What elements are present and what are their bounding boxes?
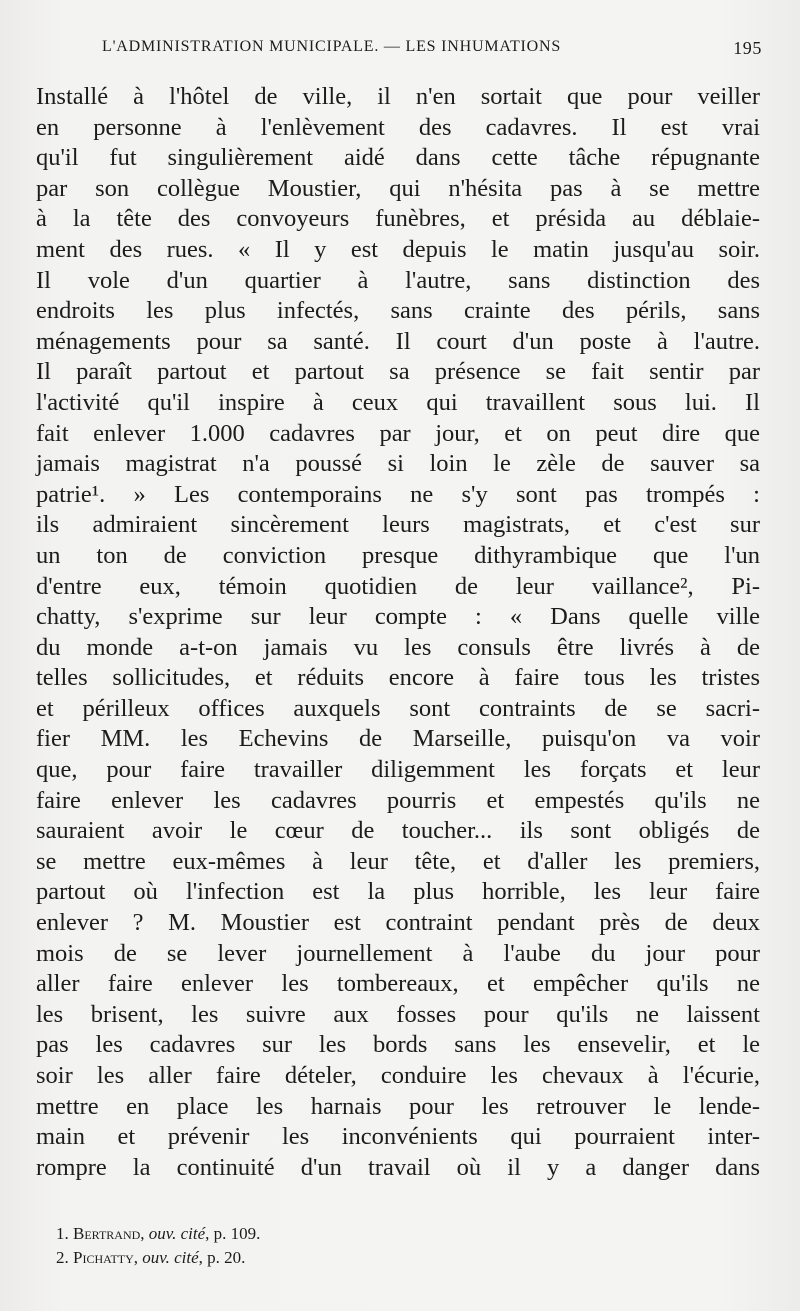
text-line: pas les cadavres sur les bords sans les ensevelir, et le xyxy=(36,1031,760,1059)
footnote-separator: , xyxy=(133,1248,143,1267)
text-line: du monde a-t-on jamais vu les consuls être livrés à de xyxy=(36,633,760,661)
footnote-number: 2. xyxy=(56,1248,69,1267)
text-line: aller faire enlever les tombereaux, et empêcher qu'ils ne xyxy=(36,970,760,998)
text-line: jamais magistrat n'a poussé si loin le zèle de sauver sa xyxy=(36,450,760,478)
text-line: Installé à l'hôtel de ville, il n'en sortait que pour veiller xyxy=(36,83,760,110)
text-line: chatty, s'exprime sur leur compte : « Dans quelle ville xyxy=(36,603,760,631)
text-line: ménagements pour sa santé. Il court d'un poste à l'autre. xyxy=(36,327,760,355)
text-line: Il paraît partout et partout sa présence se fait sentir par xyxy=(36,358,760,386)
text-line: d'entre eux, témoin quotidien de leur vaillance², Pi- xyxy=(36,572,760,600)
footnote-reference: ouv. cité xyxy=(142,1248,199,1267)
text-line: qu'il fut singulièrement aidé dans cette tâche répugnante xyxy=(36,144,760,172)
text-line: mettre en place les harnais pour les retrouver le lende- xyxy=(36,1092,760,1120)
footnote-1 xyxy=(56,1222,656,1246)
footnote-number: 1. xyxy=(56,1224,69,1243)
text-line: patrie¹. » Les contemporains ne s'y sont pas trompés : xyxy=(36,480,760,508)
text-line: en personne à l'enlèvement des cadavres. Il est vrai xyxy=(36,113,760,141)
footnote-reference: ouv. cité xyxy=(148,1224,206,1243)
text-line: ils admiraient sincèrement leurs magistrats, et c'est sur xyxy=(36,511,760,539)
text-line: sauraient avoir le cœur de toucher... ils sont obligés de xyxy=(36,817,760,845)
text-line: les brisent, les suivre aux fosses pour qu'ils ne laissent xyxy=(36,1000,760,1028)
page-number: 195 xyxy=(733,38,762,58)
text-line: l'activité qu'il inspire à ceux qui travaillent sous lui. Il xyxy=(36,388,760,416)
text-line: ment des rues. « Il y est depuis le matin jusqu'au soir. xyxy=(36,235,760,263)
footnote-separator: , xyxy=(140,1224,149,1243)
text-line: endroits les plus infectés, sans crainte des périls, sans xyxy=(36,297,760,325)
text-line: soir les aller faire dételer, conduire les chevaux à l'écurie, xyxy=(36,1062,760,1089)
text-line: partout où l'infection est la plus horrible, les leur faire xyxy=(36,878,760,906)
text-line: fier MM. les Echevins de Marseille, puisqu'on va voir xyxy=(36,725,760,753)
footnote-page: , p. 20. xyxy=(198,1248,246,1267)
text-line: se mettre eux-mêmes à leur tête, et d'aller les premiers, xyxy=(36,847,760,875)
text-line: faire enlever les cadavres pourris et empestés qu'ils ne xyxy=(36,786,760,814)
text-line: par son collègue Moustier, qui n'hésita pas à se mettre xyxy=(36,174,760,202)
text-line: enlever ? M. Moustier est contraint pendant près de deux xyxy=(36,909,760,937)
text-line: telles sollicitudes, et réduits encore à faire tous les tristes xyxy=(36,664,760,692)
text-line: fait enlever 1.000 cadavres par jour, et on peut dire que xyxy=(36,419,760,447)
footnote-2 xyxy=(56,1246,656,1270)
footnote-page: , p. 109. xyxy=(205,1224,261,1243)
footnotes xyxy=(56,1222,656,1270)
text-line: mois de se lever journellement à l'aube du jour pour xyxy=(36,939,760,967)
text-line: Il vole d'un quartier à l'autre, sans distinction des xyxy=(36,266,760,294)
text-line: main et prévenir les inconvénients qui pourraient inter- xyxy=(36,1123,760,1151)
body-text xyxy=(36,82,760,1183)
running-header xyxy=(38,38,762,64)
text-line: rompre la continuité d'un travail où il y a danger dans xyxy=(36,1153,760,1181)
text-line: et périlleux offices auxquels sont contraints de se sacri- xyxy=(36,694,760,722)
text-line: à la tête des convoyeurs funèbres, et présida au déblaie- xyxy=(36,205,760,233)
running-title: L'ADMINISTRATION MUNICIPALE. — LES INHUMATIONS xyxy=(102,38,562,55)
text-line: un ton de conviction presque dithyrambique que l'un xyxy=(36,541,760,569)
footnote-author: Pichatty xyxy=(73,1248,134,1267)
text-line: que, pour faire travailler diligemment les forçats et leur xyxy=(36,756,760,784)
footnote-author: Bertrand xyxy=(73,1224,141,1243)
